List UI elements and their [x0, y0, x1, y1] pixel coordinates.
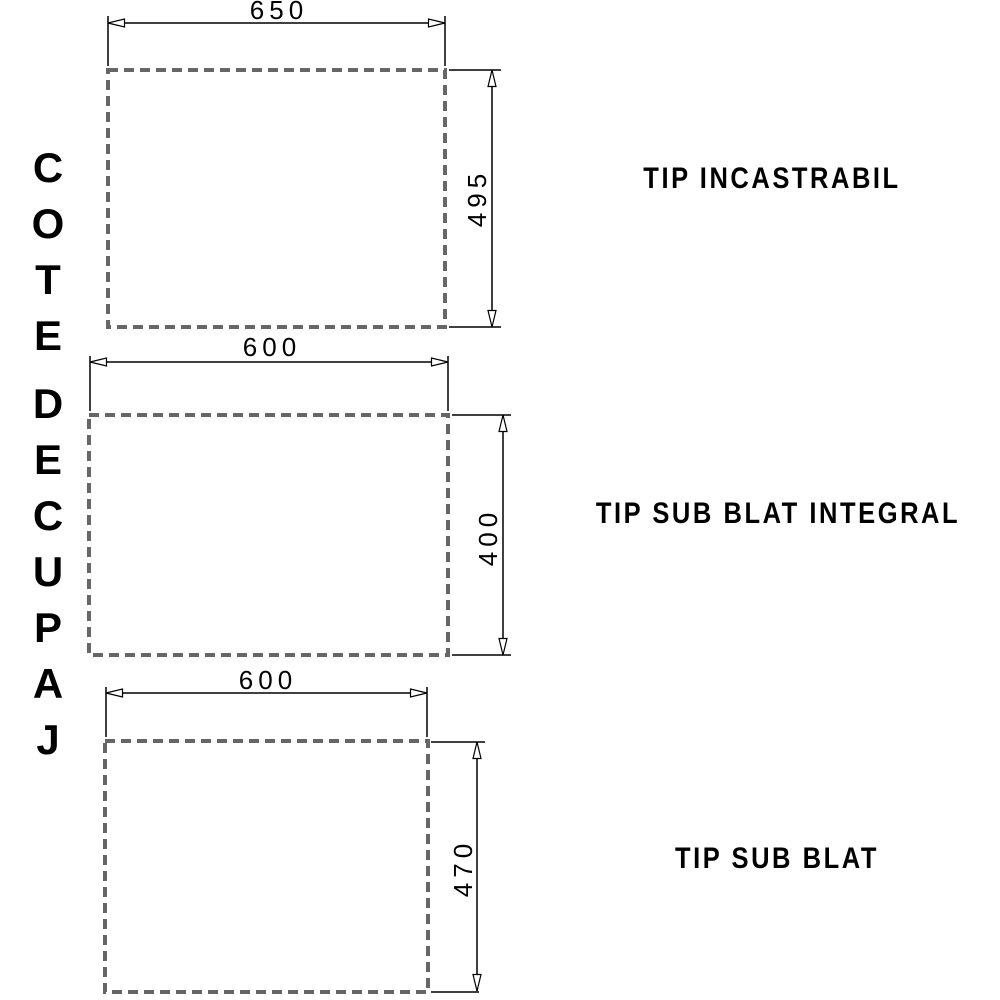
section-label-sub-blat: TIP SUB BLAT	[675, 842, 879, 875]
vertical-title-letter: D	[32, 380, 64, 427]
dim-value-sub-blat-integral-width: 600	[242, 332, 302, 362]
vertical-title-letter: O	[31, 200, 65, 247]
vertical-title-letter: C	[32, 144, 64, 191]
section-label-incastrabil: TIP INCASTRABIL	[643, 162, 901, 195]
vertical-title-letter: E	[33, 312, 62, 359]
cutout-rect-sub-blat	[105, 741, 428, 992]
vertical-title-letter: T	[35, 256, 61, 303]
dim-width-sub-blat-integral	[90, 356, 448, 411]
vertical-title-letter: U	[32, 548, 64, 595]
cutout-rect-sub-blat-integral	[89, 415, 448, 655]
vertical-title	[22, 140, 74, 768]
vertical-title-letter: C	[32, 492, 64, 539]
vertical-title-letter: J	[36, 716, 60, 763]
vertical-title-letter: P	[33, 604, 62, 651]
dim-value-sub-blat-height: 470	[448, 838, 478, 898]
dim-value-incastrabil-width: 650	[249, 0, 309, 25]
vertical-title-letter: E	[33, 436, 62, 483]
dim-value-incastrabil-height: 495	[462, 168, 492, 228]
section-label-sub-blat-integral: TIP SUB BLAT INTEGRAL	[595, 497, 961, 530]
cutout-rect-incastrabil	[108, 70, 445, 327]
dim-value-sub-blat-integral-height: 400	[473, 507, 503, 567]
vertical-title-letter: A	[32, 660, 64, 707]
dim-value-sub-blat-width: 600	[238, 665, 298, 695]
